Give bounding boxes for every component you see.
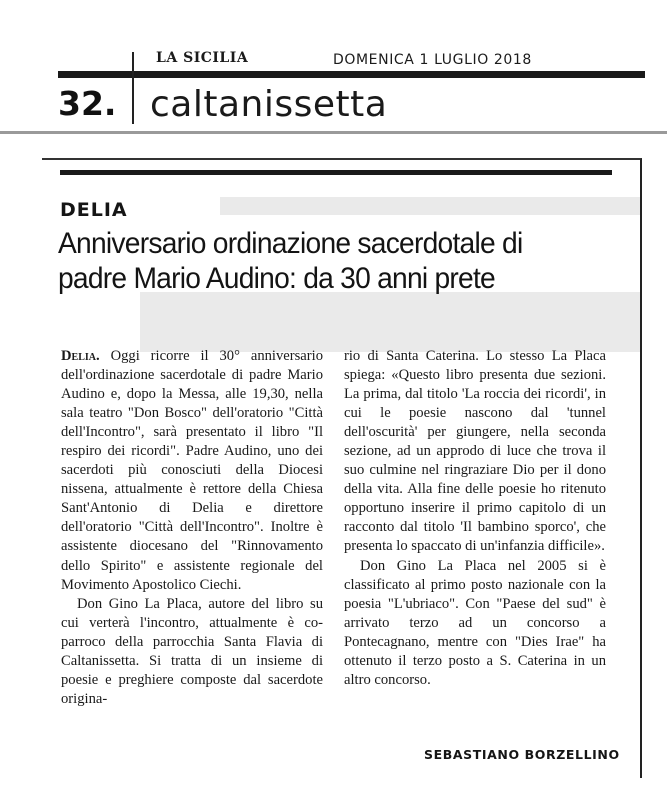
paragraph-2: Don Gino La Placa, autore del libro su cui verterà l'incontro, attualmente è co-parroco della parrocchia Santa Flavia di Caltanissetta. Si tratta di un insieme di poesie e preghiere composte dal sacerdote origina- xyxy=(61,595,323,707)
masthead-rule xyxy=(58,71,645,78)
article-column-1 xyxy=(61,347,323,709)
section-title: caltanissetta xyxy=(150,84,388,125)
article-column-2 xyxy=(344,347,606,690)
dateline: Delia. xyxy=(61,348,100,364)
masthead-divider xyxy=(132,52,134,124)
article-kicker: DELIA xyxy=(60,199,128,221)
bleed-through-band xyxy=(220,197,640,215)
paragraph-3: rio di Santa Caterina. Lo stesso La Placa spiega: «Questo libro presenta due sezioni. La prima, dal titolo 'La roccia dei ricordi', in cui le poesie nascono dal 'tunnel dell'oscurità' per giungere, nella seconda sezione, ad un approdo di luce che trova il suo culmine nel ringraziare Dio per il dono della vita. Alla fine delle poesie ho ritenuto opportuno inserire il primo capitolo di un racconto dal titolo 'Il bambino sporco', che presenta lo spaccato di un'infanzia difficile». xyxy=(344,348,606,555)
article-top-rule xyxy=(60,170,612,175)
article-headline: Anniversario ordinazione sacerdotale di padre Mario Audino: da 30 anni prete xyxy=(58,227,523,295)
page-fold-edge xyxy=(0,131,667,134)
author-byline: SEBASTIANO BORZELLINO xyxy=(424,747,620,762)
newspaper-name: LA SICILIA xyxy=(156,50,249,66)
page-number: 32. xyxy=(58,84,117,123)
paragraph-1-text: Oggi ricorre il 30° anniversario dell'ordinazione sacerdotale di padre Mario Audino e, dopo la Messa, alle 19,30, nella sala teatro "Don Bosco" dell'oratorio "Città dell'Incontro", sarà presentato il libro "Il respiro dei ricordi". Padre Audino, uno dei sacerdoti più conosciuti della Diocesi nissena, attualmente è rettore della Chiesa Sant'Antonio di Delia e direttore dell'oratorio "Città dell'Incontro". Inoltre è assistente diocesano del "Rinnovamento dello Spirito" e assistente regionale del Movimento Apostolico Ciechi. xyxy=(61,348,323,593)
paragraph-4: Don Gino La Placa nel 2005 si è classificato al primo posto nazionale con la poesia "L'ubriaco". Con "Paese del sud" è arrivato terzo ad un concorso a Pontecagnano, mentre con "Dies Irae" ha ottenuto il terzo posto a S. Caterina in un altro concorso. xyxy=(344,557,606,688)
bleed-through-block xyxy=(140,292,640,352)
paragraph-1 xyxy=(61,347,323,595)
issue-date: DOMENICA 1 LUGLIO 2018 xyxy=(333,52,532,68)
